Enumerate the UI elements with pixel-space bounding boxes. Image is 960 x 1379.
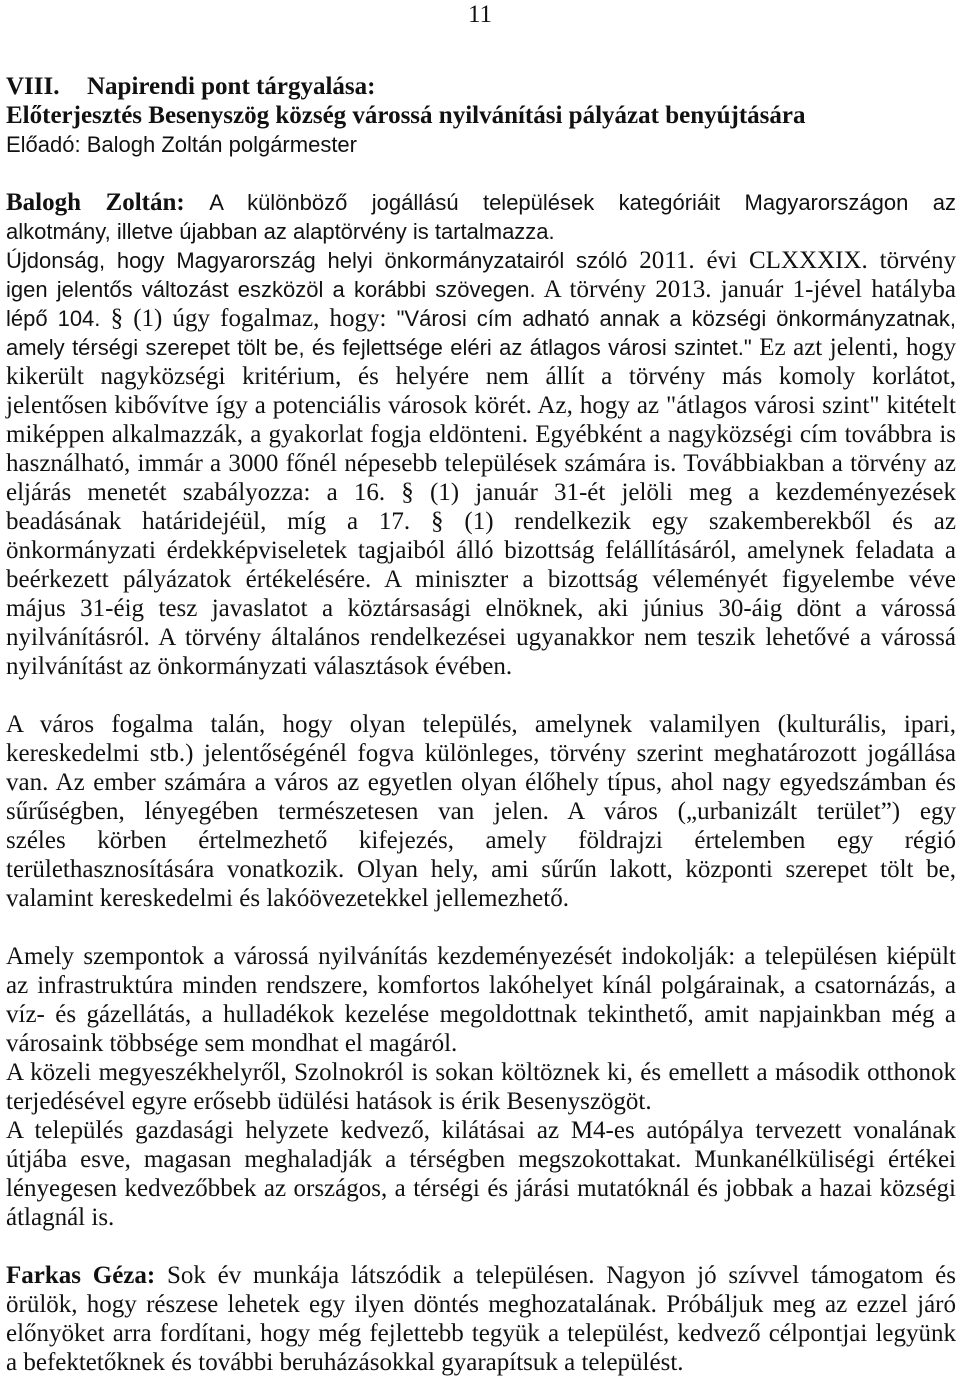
line-text: valamint kereskedelmi és lakóövezetekkel jellemezhető. (6, 885, 569, 912)
text-line (6, 855, 956, 884)
line-text: beérkezett pályázatok értékelésére. A miniszter a bizottság véleményét figyelembe véve (6, 566, 956, 593)
speaker-name: Farkas Géza: (6, 1262, 156, 1289)
text-line (6, 275, 956, 304)
agenda-subject: Előterjesztés Besenyszög község várossá nyilvánítási pályázat benyújtására (6, 102, 806, 129)
line-text: A város fogalma talán, hogy olyan település, amelynek valamilyen (kulturális, ipari, (6, 711, 956, 738)
line-text: alkotmány, illetve újabban az alaptörvény is tartalmazza. (6, 219, 555, 244)
page-content (6, 72, 956, 1377)
line-text: területhasznosítására vonatkozik. Olyan hely, ami sűrűn lakott, központi szerepet tölt be, (6, 856, 956, 883)
text-line (6, 333, 956, 362)
line-text: Újdonság, hogy Magyarország helyi önkormányzatairól szóló (6, 248, 628, 273)
text-line (6, 536, 956, 565)
text-line (6, 565, 956, 594)
text-line (6, 884, 956, 913)
text-line (6, 739, 956, 768)
text-line (6, 1348, 956, 1377)
line-text: május 31-éig tesz javaslatot a köztársasági elnöknek, aki június 30-áig dönt a várossá (6, 595, 956, 622)
blank-line (6, 913, 956, 942)
text-line (6, 478, 956, 507)
text-line (6, 1290, 956, 1319)
quoted-law-text: "Városi cím adható annak a községi önkormányzatnak, (396, 306, 957, 331)
text-line (6, 362, 956, 391)
text-line (6, 391, 956, 420)
line-text: városaink többsége sem mondhat el magáról. (6, 1030, 458, 1057)
line-text: igen jelentős változást eszközöl a korábbi szövegen. (6, 277, 536, 302)
text-line (6, 1000, 956, 1029)
text-line (6, 1319, 956, 1348)
line-text: A törvény 2013. január 1-jével hatályba (543, 276, 956, 303)
line-text: eljárás menetét szabályozza: a 16. § (1) január 31-ét jelöli meg a kezdeményezések (6, 479, 956, 506)
quoted-law-text: amely térségi szerepet tölt be, és fejlettsége eléri az átlagos városi szintet." (6, 335, 752, 360)
text-line (6, 507, 956, 536)
line-text: széles körben értelmezhető kifejezés, amely földrajzi értelemben egy régió (6, 827, 956, 854)
line-text: nyilvánítást az önkormányzati választások évében. (6, 653, 513, 680)
line-text: A település gazdasági helyzete kedvező, kilátásai az M4-es autópálya tervezett vonalának (6, 1117, 956, 1144)
blank-line (6, 159, 956, 188)
blank-line (6, 1232, 956, 1261)
line-text: örülök, hogy részese lehetek egy ilyen döntés meghozatalának. Próbáljuk meg az ezzel járó (6, 1291, 956, 1318)
agenda-title: Napirendi pont tárgyalása: (87, 73, 376, 100)
line-text: jelentősen kibővítve így a potenciális városok körét. Az, hogy az "átlagos városi szint" kitételt (6, 392, 956, 419)
line-text: beadásának határidejéül, míg a 17. § (1) rendelkezik egy szakemberekből és az (6, 508, 956, 535)
line-text: előnyöket arra fordítani, hogy még fejlettebb tegyük a települést, kedvező célpontjai legyünk (6, 1320, 956, 1347)
text-line (6, 188, 956, 217)
line-text: nyilvánításról. A törvény általános rendelkezései ugyanakkor nem teszik lehetővé a várossá (6, 624, 956, 651)
text-line (6, 246, 956, 275)
text-line (6, 217, 956, 246)
blank-line (6, 681, 956, 710)
text-line (6, 1261, 956, 1290)
text-line (6, 1174, 956, 1203)
line-text: átlagnál is. (6, 1204, 115, 1231)
line-text: önkormányzati érdekképviseletek tagjaiból álló bizottság felállításáról, amelynek feladata a (6, 537, 956, 564)
line-text: az infrastruktúra minden rendszere, komfortos lakóhelyet kínál polgárainak, a csatornázás, a (6, 972, 956, 999)
line-text: sűrűségben, lényegében természetesen van jelen. A város („urbanizált terület”) egy (6, 798, 956, 825)
line-text: kereskedelmi stb.) jelentőségénél fogva különleges, törvény szerint meghatározott jogállása (6, 740, 956, 767)
text-line (6, 1145, 956, 1174)
text-line (6, 826, 956, 855)
text-line (6, 797, 956, 826)
text-line (6, 1116, 956, 1145)
line-text: lépő 104. (6, 306, 101, 331)
line-text: lényegesen kedvezőbbek az országos, a térségi és járási mutatóknál és jobbak a hazai községi (6, 1175, 956, 1202)
line-text: Ez azt jelenti, hogy (759, 334, 957, 361)
line-text: a befektetőknek és további beruházásokkal gyarapítsuk a települést. (6, 1349, 684, 1376)
line-text: Amely szempontok a várossá nyilvánítás kezdeményezését indokolják: a településen kiépült (6, 943, 956, 970)
text-line (6, 1029, 956, 1058)
text-line (6, 1087, 956, 1116)
line-text: használható, immár a 3000 főnél népesebb települések számára is. Továbbiakban a törvény az (6, 450, 956, 477)
line-text: A különböző jogállású települések kategóriáit Magyarországon az (209, 190, 956, 215)
text-line (6, 304, 956, 333)
text-line (6, 1058, 956, 1087)
line-text: A közeli megyeszékhelyről, Szolnokról is sokan költöznek ki, és emellett a második otthonok (6, 1059, 956, 1086)
text-line (6, 420, 956, 449)
text-line (6, 652, 956, 681)
line-text: víz- és gázellátás, a hulladékok kezelése megoldottnak tekinthető, amit napjainkban még a (6, 1001, 956, 1028)
text-line (6, 1203, 956, 1232)
page-number: 11 (467, 1, 493, 28)
text-line (6, 942, 956, 971)
line-text: 2011. évi CLXXXIX. törvény (639, 247, 956, 274)
text-line (6, 710, 956, 739)
line-text: Sok év munkája látszódik a településen. Nagyon jó szívvel támogatom és (167, 1262, 956, 1289)
line-text: terjedésével egyre erősebb üdülési hatások is érik Besenyszögöt. (6, 1088, 652, 1115)
line-text: van. Az ember számára a város az egyetlen olyan élőhely típus, ahol nagy egyedszámban és (6, 769, 956, 796)
line-text: útjába esve, magasan meghaladják a térségben megszokottakat. Munkanélküliségi értékei (6, 1146, 956, 1173)
text-line (6, 449, 956, 478)
text-line (6, 594, 956, 623)
agenda-heading (6, 72, 956, 101)
agenda-presenter: Előadó: Balogh Zoltán polgármester (6, 132, 357, 157)
line-text: miképpen alkalmazzák, a gyakorlat fogja eldönteni. Egyébként a nagyközségi cím továbbra is (6, 421, 956, 448)
text-line (6, 971, 956, 1000)
line-text: kikerült nagyközségi kritérium, és helyére nem állít a törvény más komoly korlátot, (6, 363, 956, 390)
text-line (6, 768, 956, 797)
agenda-item-number: VIII. (6, 73, 60, 100)
line-text: § (1) úgy fogalmaz, hogy: (110, 305, 387, 332)
speaker-name: Balogh Zoltán: (6, 189, 185, 216)
text-line (6, 623, 956, 652)
